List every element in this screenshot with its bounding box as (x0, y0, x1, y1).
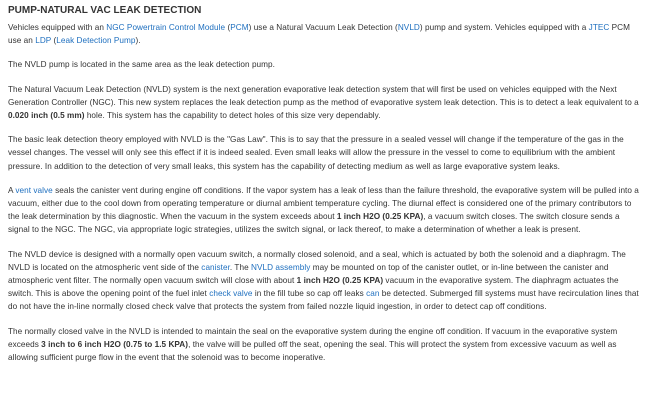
paragraph-closed-valve (8, 325, 642, 365)
text-run: in the fill tube so cap off leaks (252, 289, 367, 299)
text-run: PCM use an (8, 23, 631, 46)
text-run: ) use a Natural Vacuum Leak Detection ( (248, 23, 398, 32)
link-vent-valve[interactable]: vent valve (15, 185, 53, 195)
text-run: . The (229, 262, 252, 272)
text-run: ). (135, 36, 141, 46)
text-run: ( (225, 23, 231, 32)
text-run: The normally closed valve in the NVLD is intended to maintain the seal on the evaporative system during the engine off condition. If vacuum in the evaporative system exceeds (8, 326, 618, 349)
text-run: may be mounted on top of the canister outlet, or in-line between the canister and atmospheric vent filter. The normally open vacuum switch will close with about (8, 262, 609, 286)
link-jtec[interactable]: JTEC (588, 23, 610, 32)
link-leak-detection-pump[interactable]: Leak Detection Pump (56, 36, 136, 46)
bold-valve-vacuum-range: 3 inch to 6 inch H2O (0.75 to 1.5 KPA) (41, 339, 189, 349)
text-run: The Natural Vacuum Leak Detection (NVLD) system is the next generation evaporative leak detection system that will first be used on vehicles equipped with the Next Generation Controller (NGC). This new system replaces the leak detection pump as the method of evaporative system leak detection. This is to detect a leak equivalent to a (8, 84, 639, 107)
paragraph-nvld-device (8, 248, 642, 314)
text-run: hole. This system has the capability to detect holes of this size very dependably. (84, 111, 381, 121)
text-run: seals the canister vent during engine off conditions. If the vapor system has a leak of less than the failure threshold, the evaporative system will be pulled into a vacuum, either due to the cool down from operating temperature or diurnal ambient temperature cycling. The diurnal effect is considered one of the primary contributors to the leak determination by this diagnostic. When the vacuum in the system exceeds about (8, 185, 639, 222)
link-check-valve[interactable]: check valve (209, 289, 253, 299)
text-run: , the valve will be pulled off the seat, opening the seal. This will protect the system from excessive vacuum as well as allowing sufficient purge flow in the event that the solenoid was to become inoperative. (8, 339, 617, 363)
bold-vacuum-threshold: 1 inch H2O (0.25 KPA) (336, 212, 424, 222)
link-ngc-powertrain-control-module[interactable]: NGC Powertrain Control Module (106, 23, 226, 32)
text-run: vacuum in the evaporative system. The diaphragm actuates the switch. This is above the opening point of the fuel inlet (8, 276, 619, 299)
paragraph-gas-law: The basic leak detection theory employed with NVLD is the "Gas Law". This is to say that the pressure in a sealed vessel will change if the temperature of the gas in the vessel changes. The vessel will only see this effect if it is indeed sealed. Even small leaks will allow the pressure in the vessel to come to equilibrium with the ambient pressure. In addition to the detection of very small leaks, this system has the capability of detecting medium as well as large evaporative system leaks. (8, 135, 624, 171)
text-run: ( (51, 36, 57, 46)
paragraph-vent-valve (8, 184, 642, 237)
link-canister[interactable]: canister (201, 262, 230, 272)
link-ldp[interactable]: LDP (35, 36, 52, 46)
bold-hole-size: 0.020 inch (0.5 mm) (8, 111, 85, 121)
text-run: A (8, 185, 16, 195)
paragraph-nvld-overview (8, 83, 642, 123)
text-run: , a vacuum switch closes. The switch closure sends a signal to the NGC. The NGC, via appropriate logic strategies, utilizes the switch signal, or lack thereof, to make a determination of whether a leak is present. (8, 212, 620, 235)
link-can[interactable]: can (366, 289, 380, 299)
text-run: The NVLD device is designed with a normally open vacuum switch, a normally closed solenoid, and a seal, which is actuated by both the solenoid and a diaphragm. The NVLD is located on the atmospheric vent side of the (8, 249, 626, 272)
text-run: be detected. Submerged fill systems must have recirculation lines that do not have the in-line normally closed check valve that protects the system from failed nozzle liquid ingestion, in order to detect cap off conditions. (8, 289, 639, 312)
paragraph-intro (8, 21, 642, 47)
link-nvld-assembly[interactable]: NVLD assembly (251, 262, 311, 272)
paragraph-pump-location: The NVLD pump is located in the same area as the leak detection pump. (8, 60, 275, 70)
text-run: Vehicles equipped with an (8, 23, 107, 32)
page-title: PUMP-NATURAL VAC LEAK DETECTION (8, 5, 202, 16)
link-nvld[interactable]: NVLD (397, 23, 420, 32)
link-pcm[interactable]: PCM (230, 23, 249, 32)
bold-switch-vacuum: 1 inch H2O (0.25 KPA) (296, 276, 384, 286)
text-run: ) pump and system. Vehicles equipped with a (419, 23, 589, 32)
